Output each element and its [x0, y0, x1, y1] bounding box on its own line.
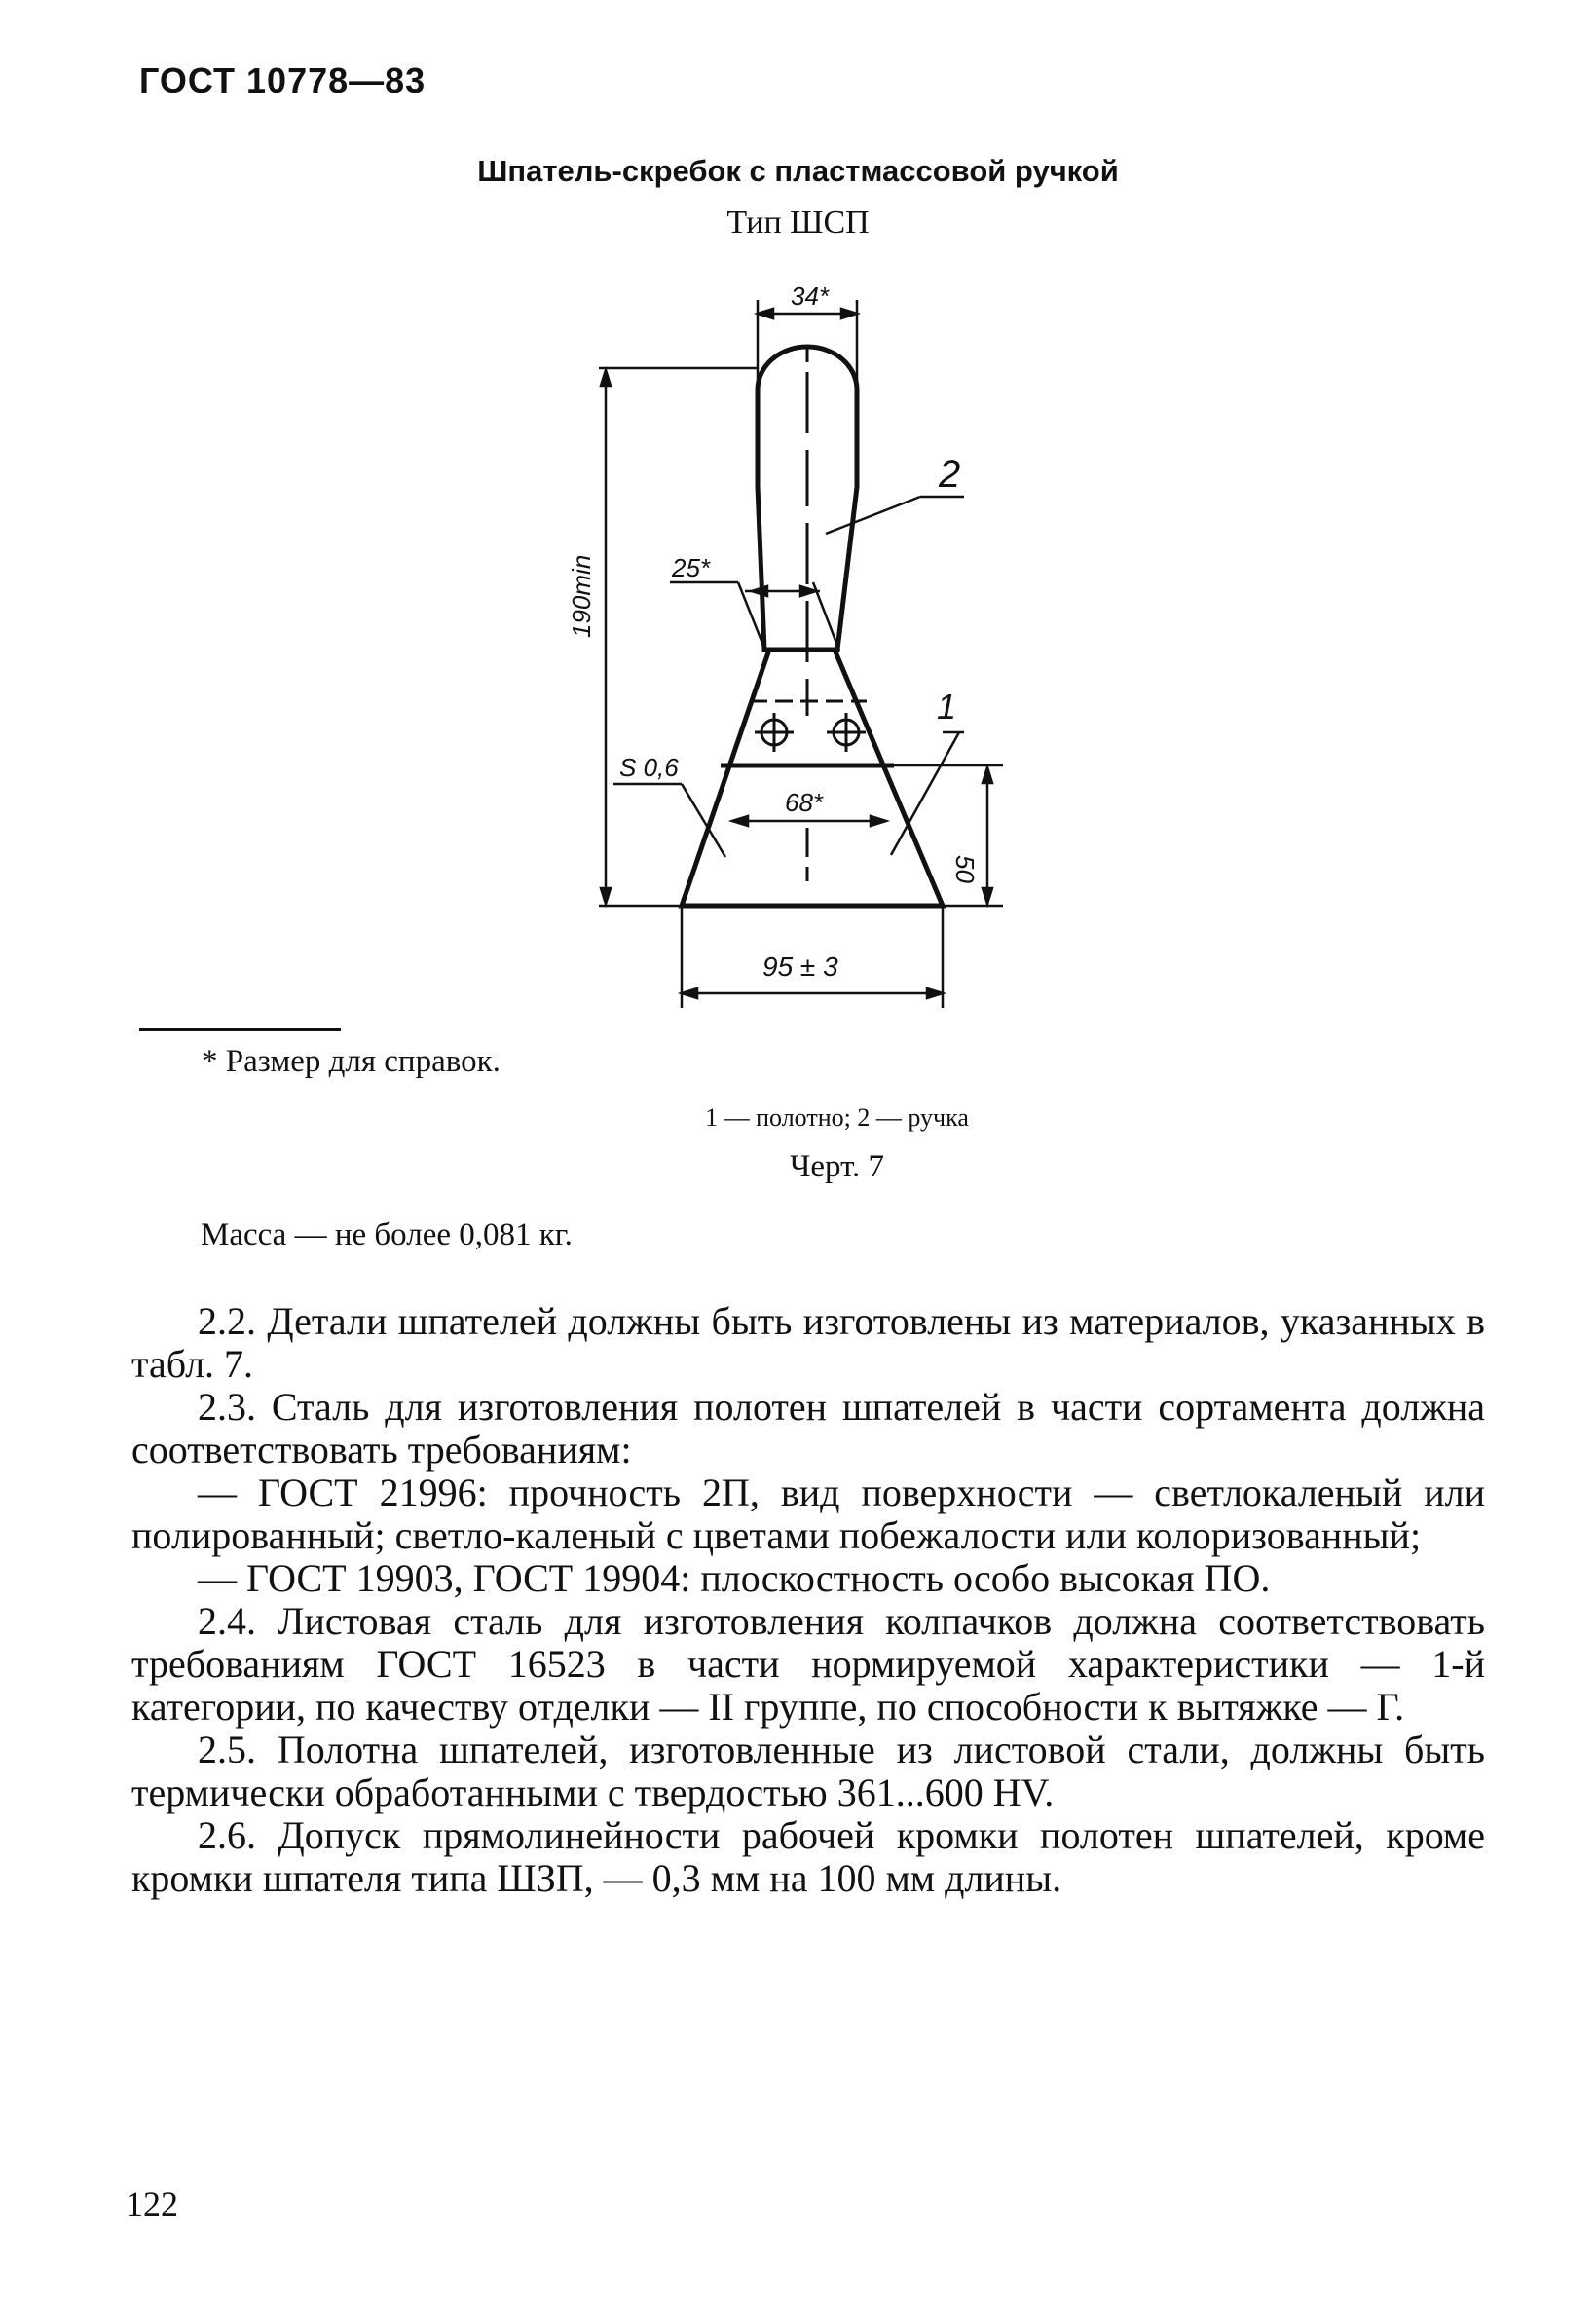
footnote-rule	[139, 1028, 341, 1031]
figure-subtitle: Тип ШСП	[726, 205, 870, 241]
blade-width-dimension	[732, 816, 886, 826]
blade-width-label: 68*	[785, 788, 824, 817]
paragraph-2-3-item-2: — ГОСТ 19903, ГОСТ 19904: плоскостность особо высокая ПО.	[198, 1556, 1271, 1600]
figure-title: Шпатель-скребок с пластмассовой ручкой	[477, 154, 1119, 188]
height-dimension	[599, 368, 758, 906]
paragraph-2-3-item-1: — ГОСТ 21996: прочность 2П, вид поверхности — светлокаленый или полированный; светло-каленый с цветами побежалости или колоризованный;	[131, 1471, 1485, 1557]
thickness-label: S 0,6	[619, 753, 679, 782]
height-label: 190min	[567, 554, 596, 638]
paragraph-2-6: 2.6. Допуск прямолинейности рабочей кромки полотен шпателей, кроме кромки шпателя типа ШЗП, — 0,3 мм на 100 мм длины.	[131, 1813, 1485, 1900]
neck-width-dimension	[670, 582, 839, 651]
paragraph-2-2: 2.2. Детали шпателей должны быть изготовлены из материалов, указанных в табл. 7.	[131, 1299, 1485, 1386]
blade-outline	[682, 650, 943, 906]
paragraph-2-4: 2.4. Листовая сталь для изготовления колпачков должна соответствовать требованиям ГОСТ 16523 в части нормируемой характеристики — 1-й категории, по качеству отделки — II группе, по способности к вытяжке — Г.	[131, 1599, 1485, 1729]
callout-1-label: 1	[937, 687, 957, 727]
callout-2-label: 2	[939, 453, 961, 496]
edge-width-label: 95 ± 3	[762, 951, 838, 982]
blade-height-dimension	[894, 765, 1003, 906]
mass-note: Масса — не более 0,081 кг.	[201, 1217, 573, 1252]
callout-1-leader	[891, 732, 964, 855]
footnote: * Размер для справок.	[202, 1044, 501, 1079]
paragraph-2-5: 2.5. Полотна шпателей, изготовленные из листовой стали, должны быть термически обработанными с твердостью 361...600 HV.	[131, 1728, 1485, 1814]
top-width-label: 34*	[791, 281, 830, 311]
blade-height-label: 50	[950, 855, 980, 883]
figure-legend: 1 — полотно; 2 — ручка	[705, 1103, 969, 1132]
top-width-dimension	[758, 300, 857, 385]
neck-width-label: 25*	[672, 553, 711, 582]
spatula-drawing	[0, 0, 1596, 1032]
document-header: ГОСТ 10778—83	[139, 60, 427, 100]
paragraph-2-3: 2.3. Сталь для изготовления полотен шпателей в части сортамента должна соответствовать требованиям:	[131, 1385, 1485, 1472]
callout-2-leader	[826, 497, 964, 534]
page-number: 122	[126, 2184, 178, 2223]
body-text	[131, 1300, 1485, 1900]
figure-caption: Черт. 7	[789, 1149, 885, 1184]
